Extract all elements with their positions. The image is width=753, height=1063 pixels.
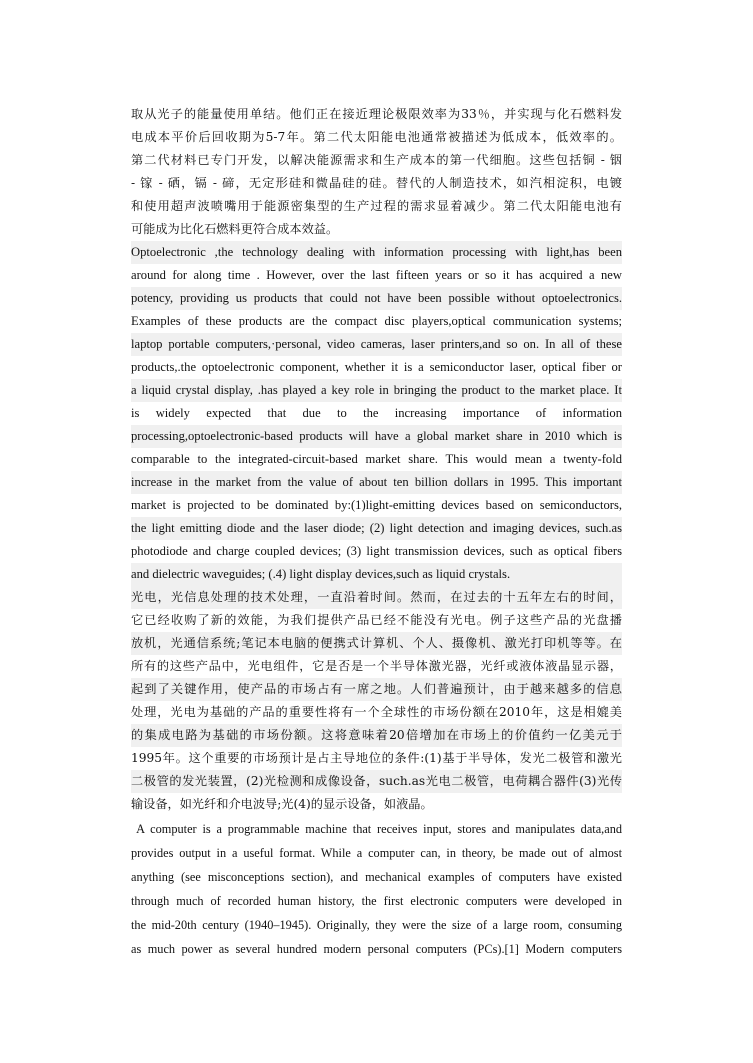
- text-line: 它已经收购了新的效能，为我们提供产品已经不能没有光电。例子这些产品的光盘播: [131, 613, 622, 627]
- text-line: provides output in a useful format. While a computer can, in theory, be made out of almost: [131, 846, 622, 860]
- text-line: and dielectric waveguides; (.4) light display devices,such as liquid crystals.: [131, 563, 622, 586]
- text-line: 1995年。这个重要的市场预计是占主导地位的条件:(1)基于半导体，发光二极管和激光: [131, 751, 622, 765]
- text-line: 第二代材料已专门开发，以解决能源需求和生产成本的第一代细胞。这些包括铜 - 铟: [131, 153, 622, 167]
- text-line: increase in the market from the value of about ten billion dollars in 1995. This important: [131, 471, 622, 494]
- text-line: processing,optoelectronic-based products will have a global market share in 2010 which is: [131, 425, 622, 448]
- paragraph-solar-cells-cn: [131, 103, 622, 241]
- text-line: 电成本平价后回收期为5-7年。第二代太阳能电池通常被描述为低成本，低效率的。: [131, 130, 622, 144]
- text-line: is widely expected that due to the increasing importance of information: [131, 406, 622, 420]
- text-line: a liquid crystal display, .has played a key role in bringing the product to the market place. It: [131, 379, 622, 402]
- text-line: 输设备，如光纤和介电波导;光(4)的显示设备，如液晶。: [131, 797, 433, 811]
- text-line: products,.the optoelectronic component, whether it is a semiconductor laser, optical fiber or: [131, 360, 622, 374]
- paragraph-computer-en: [131, 817, 622, 961]
- text-line: comparable to the integrated-circuit-based market share. This would mean a twenty-fold: [131, 452, 622, 466]
- text-line: 放机，光通信系统;笔记本电脑的便携式计算机、个人、摄像机、激光打印机等等。在: [131, 632, 622, 655]
- text-line: 二极管的发光装置，(2)光检测和成像设备，such.as光电二极管，电荷耦合器件(3)光传: [131, 770, 622, 793]
- paragraph-optoelectronic-en: [131, 241, 622, 586]
- text-line: the light emitting diode and the laser diode; (2) light detection and imaging devices, such.as: [131, 517, 622, 540]
- text-line: the mid-20th century (1940–1945). Originally, they were the size of a large room, consuming: [131, 918, 622, 932]
- text-line: as much power as several hundred modern personal computers (PCs).[1] Modern computers: [131, 942, 622, 956]
- text-line: 光电，光信息处理的技术处理，一直沿着时间。然而，在过去的十五年左右的时间，: [131, 586, 622, 609]
- text-line: market is projected to be dominated by:(1)light-emitting devices based on semiconductors,: [131, 498, 622, 512]
- text-line: 处理，光电为基础的产品的重要性将有一个全球性的市场份额在2010年，这是相媲美: [131, 705, 622, 719]
- text-line: 起到了关键作用，使产品的市场占有一席之地。人们普遍预计，由于越来越多的信息: [131, 678, 622, 701]
- text-line: anything (see misconceptions section), and mechanical examples of computers have existed: [131, 870, 622, 884]
- text-line: through much of recorded human history, the first electronic computers were developed in: [131, 894, 622, 908]
- text-line: 可能成为比化石燃料更符合成本效益。: [131, 222, 339, 236]
- text-line: 取从光子的能量使用单结。他们正在接近理论极限效率为33％，并实现与化石燃料发: [131, 107, 622, 121]
- text-line: 的集成电路为基础的市场份额。这将意味着20倍增加在市场上的价值约一亿美元于: [131, 724, 622, 747]
- text-line: 和使用超声波喷嘴用于能源密集型的生产过程的需求显着减少。第二代太阳能电池有: [131, 199, 622, 213]
- text-line: 所有的这些产品中，光电组件，它是否是一个半导体激光器，光纤或液体液晶显示器，: [131, 659, 622, 673]
- text-line: photodiode and charge coupled devices; (3) light transmission devices, such as optical fibers: [131, 544, 622, 558]
- text-line: Examples of these products are the compact disc players,optical communication systems;: [131, 314, 622, 328]
- text-line: Optoelectronic ,the technology dealing with information processing with light,has been: [131, 241, 622, 264]
- text-line: potency, providing us products that could not have been possible without optoelectronics.: [131, 287, 622, 310]
- paragraph-optoelectronic-cn: [131, 586, 622, 816]
- text-line: around for along time . However, over the last fifteen years or so it has acquired a new: [131, 268, 622, 282]
- text-line: A computer is a programmable machine that receives input, stores and manipulates data,and: [131, 822, 622, 836]
- text-line: laptop portable computers,·personal, video cameras, laser printers,and so on. In all of these: [131, 333, 622, 356]
- text-line: - 镓 - 硒，镉 - 碲，无定形硅和微晶硅的硅。替代的人制造技术，如汽相淀积，电镀: [131, 176, 622, 190]
